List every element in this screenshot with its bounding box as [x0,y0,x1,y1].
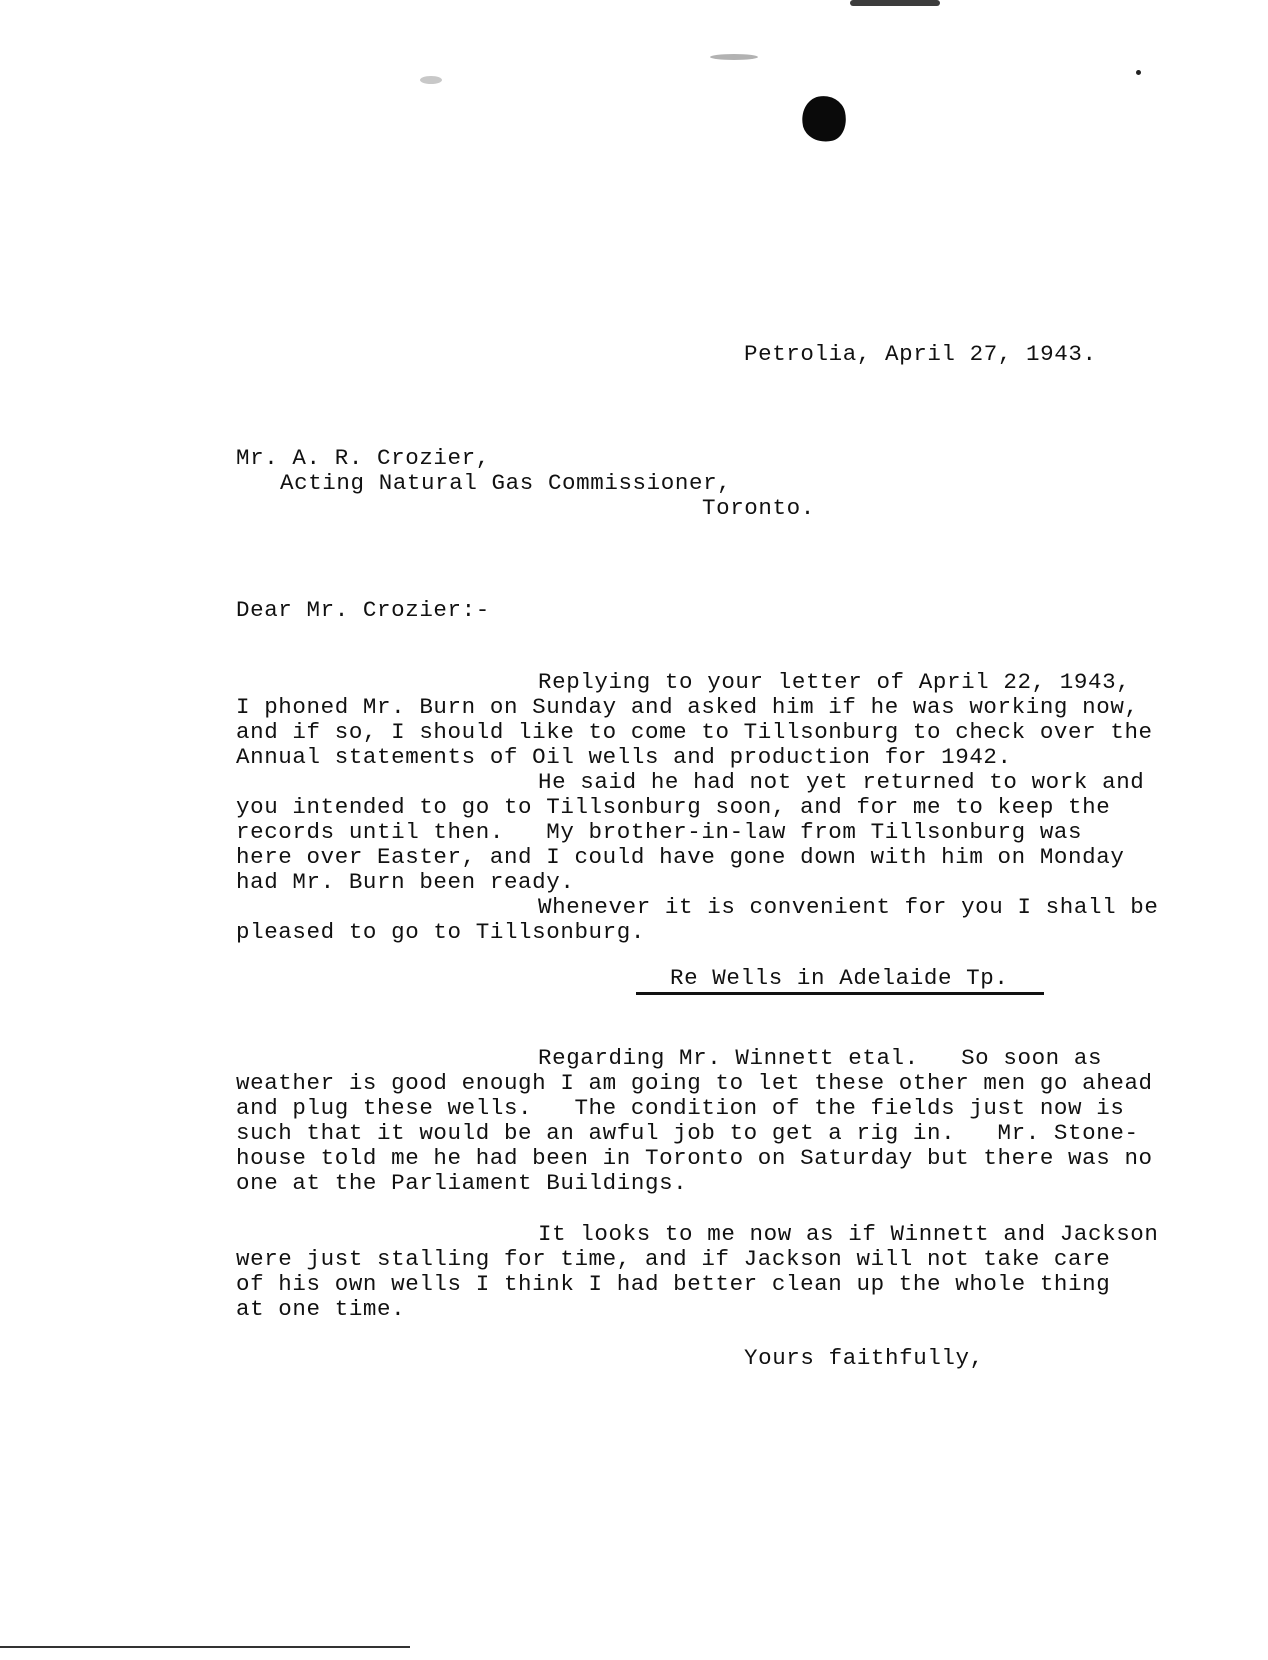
body-line: such that it would be an awful job to get a rig in. Mr. Stone- [236,1120,1139,1146]
body-line: Annual statements of Oil wells and production for 1942. [236,744,1012,770]
salutation: Dear Mr. Crozier:- [236,597,490,623]
scan-mark [850,0,940,6]
dateline: Petrolia, April 27, 1943. [744,341,1097,367]
heading-underline [636,992,1044,995]
section-heading: Re Wells in Adelaide Tp. [670,965,1009,991]
body-line: one at the Parliament Buildings. [236,1170,688,1196]
scan-edge-line [0,1646,410,1648]
body-line: Whenever it is convenient for you I shall be [538,894,1159,920]
body-line: It looks to me now as if Winnett and Jackson [538,1221,1159,1247]
ink-blot [798,92,851,146]
body-line: here over Easter, and I could have gone down with him on Monday [236,844,1125,870]
body-line: were just stalling for time, and if Jackson will not take care [236,1246,1111,1272]
recipient-name: Mr. A. R. Crozier, [236,445,490,471]
body-line: at one time. [236,1296,406,1322]
body-line: weather is good enough I am going to let these other men go ahead [236,1070,1153,1096]
body-line: of his own wells I think I had better clean up the whole thing [236,1271,1111,1297]
scan-speck [420,76,442,84]
body-line: Regarding Mr. Winnett etal. So soon as [538,1045,1103,1071]
closing: Yours faithfully, [744,1345,984,1371]
body-line: you intended to go to Tillsonburg soon, and for me to keep the [236,794,1111,820]
body-line: had Mr. Burn been ready. [236,869,575,895]
body-line: Replying to your letter of April 22, 1943, [538,669,1131,695]
body-line: house told me he had been in Toronto on Saturday but there was no [236,1145,1153,1171]
body-line: pleased to go to Tillsonburg. [236,919,645,945]
scan-speck [1136,70,1141,75]
body-line: and if so, I should like to come to Tillsonburg to check over the [236,719,1153,745]
body-line: He said he had not yet returned to work and [538,769,1145,795]
body-line: I phoned Mr. Burn on Sunday and asked him if he was working now, [236,694,1139,720]
body-line: and plug these wells. The condition of the fields just now is [236,1095,1125,1121]
scan-speck [710,54,758,60]
recipient-title: Acting Natural Gas Commissioner, [280,470,732,496]
recipient-city: Toronto. [702,495,815,521]
body-line: records until then. My brother-in-law from Tillsonburg was [236,819,1083,845]
